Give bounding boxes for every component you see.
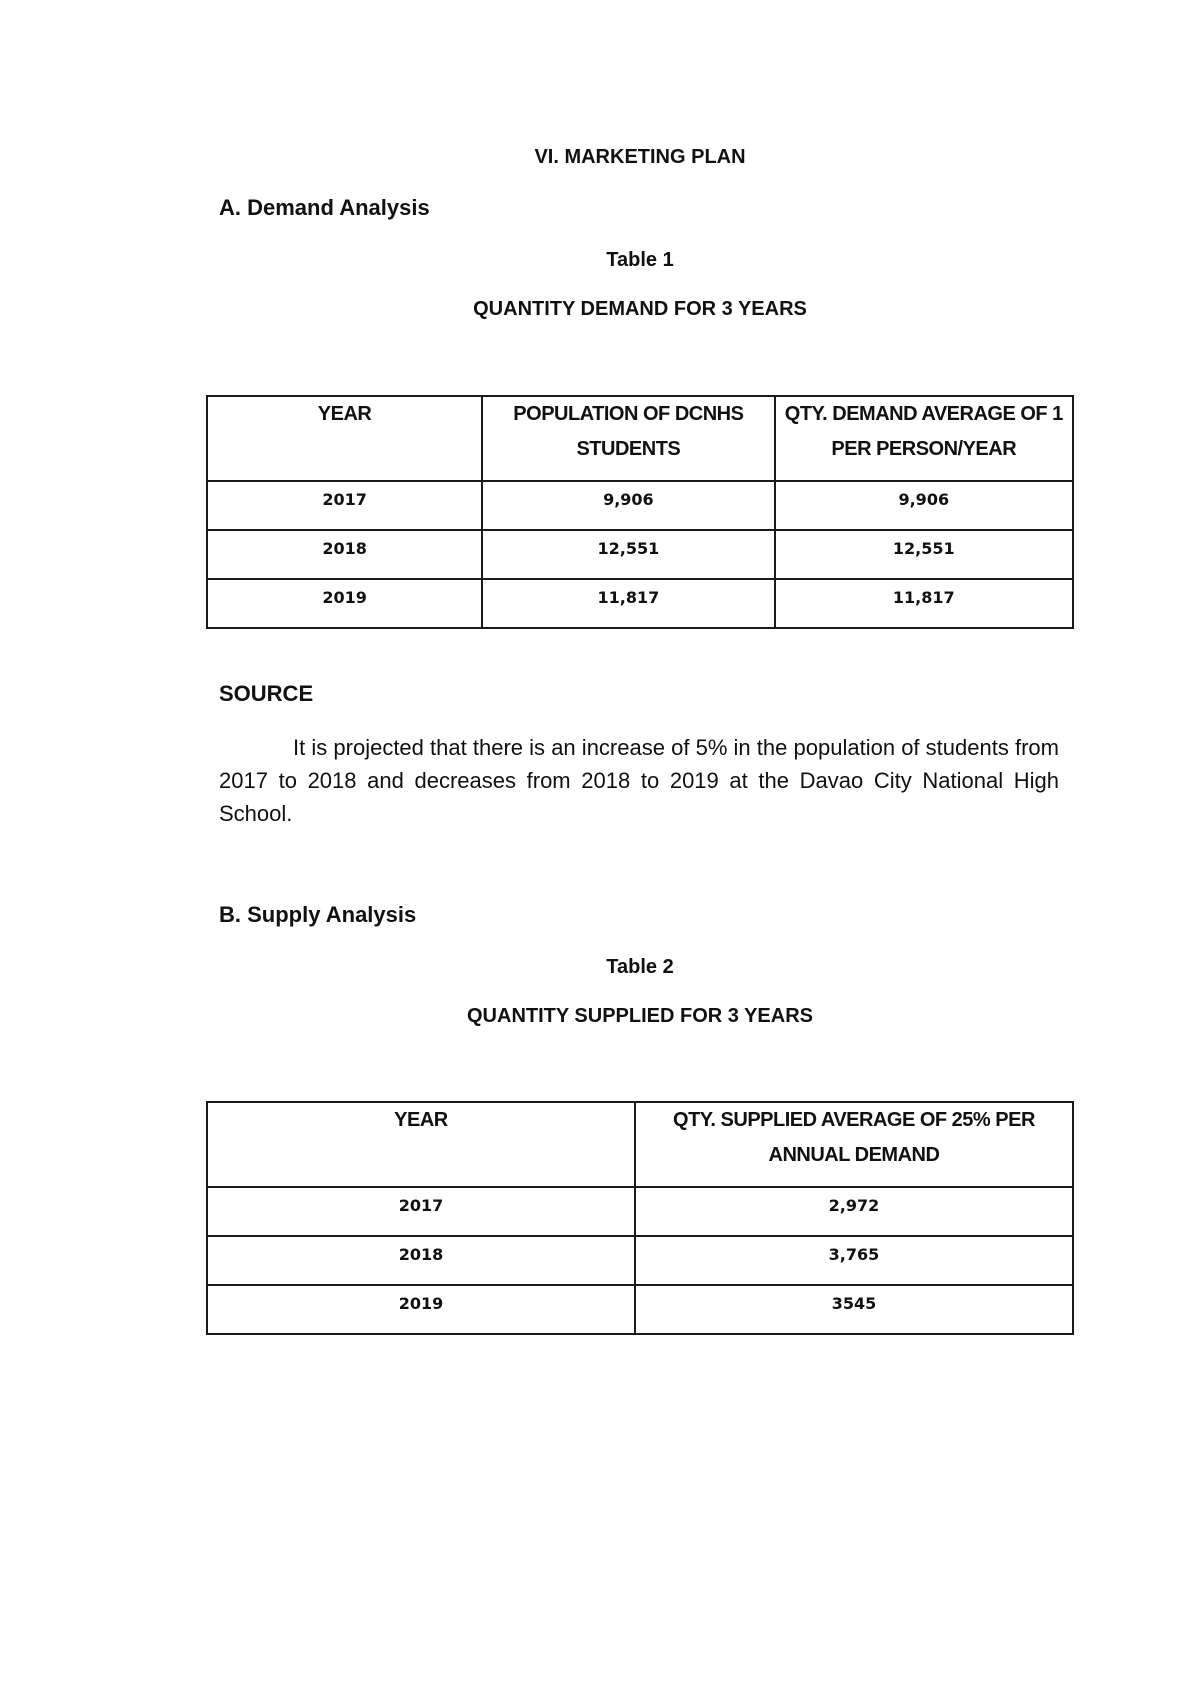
source-title: SOURCE xyxy=(219,681,314,706)
cell-year: 2019 xyxy=(207,579,482,628)
header-qty-demand: QTY. DEMAND AVERAGE OF 1 PER PERSON/YEAR xyxy=(775,396,1073,481)
section-a-title: A. Demand Analysis xyxy=(219,195,430,220)
cell-year: 2018 xyxy=(207,530,482,579)
table-2-label: Table 2 xyxy=(606,956,674,978)
table-2-caption: QUANTITY SUPPLIED FOR 3 YEARS xyxy=(467,1005,813,1027)
cell-population: 11,817 xyxy=(482,579,774,628)
cell-year: 2017 xyxy=(207,1187,635,1236)
table-row xyxy=(207,1236,1073,1285)
table-row xyxy=(207,530,1073,579)
cell-year: 2017 xyxy=(207,481,482,530)
cell-qty-demand: 12,551 xyxy=(775,530,1073,579)
cell-year: 2019 xyxy=(207,1285,635,1334)
cell-population: 9,906 xyxy=(482,481,774,530)
cell-qty-demand: 9,906 xyxy=(775,481,1073,530)
table-1-label: Table 1 xyxy=(606,249,674,271)
table-row xyxy=(207,481,1073,530)
cell-qty-supplied: 3,765 xyxy=(635,1236,1073,1285)
cell-population: 12,551 xyxy=(482,530,774,579)
table-header-row xyxy=(207,396,1073,481)
table-header-row xyxy=(207,1102,1073,1187)
source-paragraph: It is projected that there is an increase of 5% in the population of students from 2017 to 2018 and decreases from 2018 to 2019 at the Davao City National High School. xyxy=(219,735,1059,826)
header-qty-supplied: QTY. SUPPLIED AVERAGE OF 25% PER ANNUAL DEMAND xyxy=(635,1102,1073,1187)
cell-qty-supplied: 2,972 xyxy=(635,1187,1073,1236)
header-population: POPULATION OF DCNHS STUDENTS xyxy=(482,396,774,481)
table-row xyxy=(207,1187,1073,1236)
cell-qty-demand: 11,817 xyxy=(775,579,1073,628)
page-heading: VI. MARKETING PLAN xyxy=(534,146,746,168)
header-year: YEAR xyxy=(207,1102,635,1187)
cell-year: 2018 xyxy=(207,1236,635,1285)
supply-table xyxy=(206,1101,1074,1335)
table-1-caption: QUANTITY DEMAND FOR 3 YEARS xyxy=(473,298,807,320)
table-row xyxy=(207,579,1073,628)
header-year: YEAR xyxy=(207,396,482,481)
section-b-title: B. Supply Analysis xyxy=(219,902,417,927)
demand-table xyxy=(206,395,1074,629)
cell-qty-supplied: 3545 xyxy=(635,1285,1073,1334)
table-row xyxy=(207,1285,1073,1334)
